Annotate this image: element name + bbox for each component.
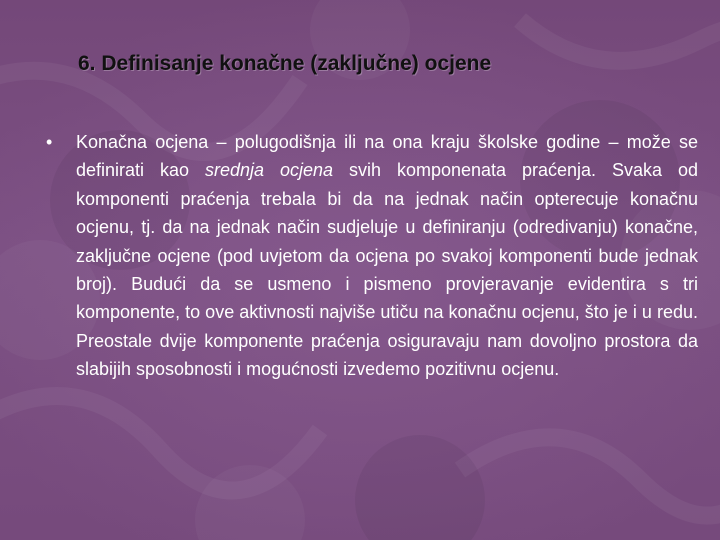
bullet-marker: •	[46, 132, 53, 152]
paragraph-text-part-1: Konačna ocjena – polugodišnja ili na ona kraju školske godine – može se definirati kao	[76, 132, 698, 181]
paragraph-text-part-2: svih komponenata praćenja. Svaka od komponenti praćenja trebala bi da na jednak način opterecuje konačnu ocjenu, tj. da na jednak način sudjeluje u definiranju (odredivanju) konačne, zaključne ocjene (pod uvjetom da ocjena po svakoj komponenti bude jednak broj). Budući da se usmeno i pismeno provjeravanje evidentira s tri komponente, to ove aktivnosti najviše utiču na konačnu ocjenu, što je i u redu. Preostale dvije komponente praćenja osiguravaju nam dovoljno prostora da slabijih sposobnosti i mogućnosti izvedemo pozitivnu ocjenu.	[76, 160, 698, 380]
body-paragraph	[76, 128, 698, 384]
paragraph-emphasis: srednja ocjena	[204, 160, 334, 181]
slide-title: 6. Definisanje konačne (zaključne) ocjene	[78, 52, 492, 75]
